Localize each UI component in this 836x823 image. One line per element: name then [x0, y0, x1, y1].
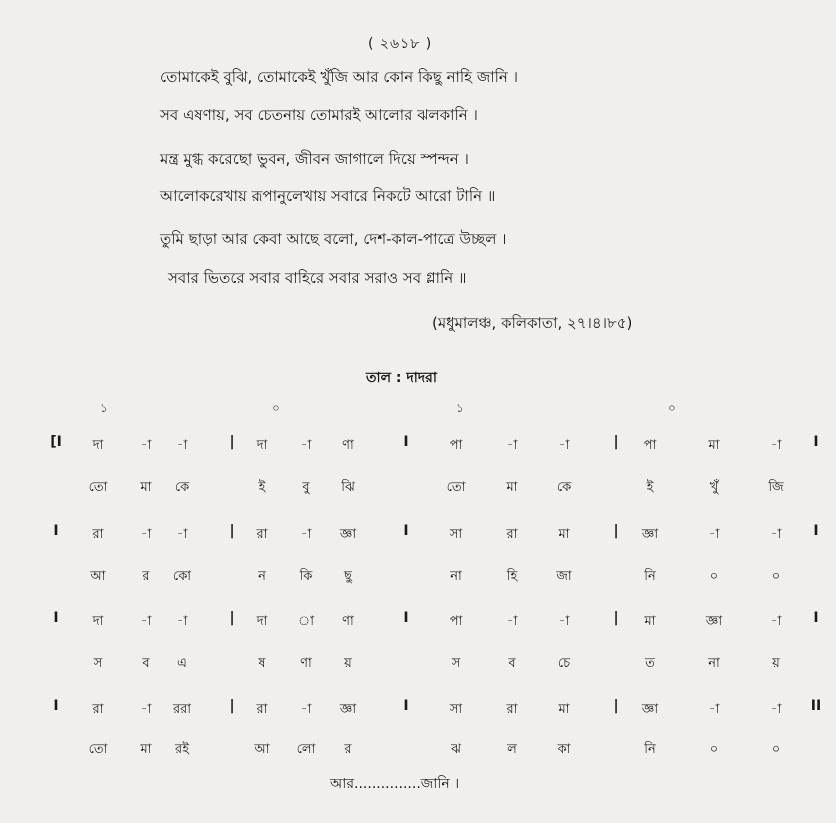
- syllable-cell: হি: [506, 569, 518, 584]
- syllable-cell: স: [451, 656, 461, 671]
- syllable-cell: ব: [508, 656, 516, 671]
- swara-cell: দা: [92, 614, 104, 629]
- swara-cell: -া: [176, 438, 188, 453]
- swara-cell: মা: [558, 702, 570, 717]
- swara-cell: রা: [506, 702, 518, 717]
- swara-cell: -া: [140, 614, 152, 629]
- syllable-cell: ০: [771, 742, 781, 757]
- syllable-cell: কে: [174, 480, 190, 495]
- swara-cell: পা: [643, 438, 657, 453]
- swara-cell: -া: [176, 527, 188, 542]
- syllable-cell: খুঁ: [709, 480, 719, 495]
- swara-cell: পা: [449, 438, 463, 453]
- bar-line: |: [229, 434, 235, 450]
- syllable-cell: বু: [302, 480, 310, 495]
- swara-cell: ররা: [172, 702, 192, 717]
- swara-cell: রা: [92, 702, 104, 717]
- beat-mark: ১: [100, 401, 108, 415]
- swara-cell: দা: [92, 438, 104, 453]
- syllable-cell: য়: [344, 656, 352, 671]
- syllable-cell: ঝ: [451, 742, 461, 757]
- taal-heading: তাল : দাদরা: [366, 370, 437, 386]
- swara-cell: -া: [140, 702, 152, 717]
- bar-line: II: [810, 698, 822, 714]
- lyric-line: সব এষণায়, সব চেতনায় তোমারই আলোর ঝলকানি ।: [160, 106, 478, 124]
- swara-cell: জ্ঞা: [339, 527, 357, 542]
- bar-line: I: [403, 434, 409, 450]
- swara-cell: -া: [708, 527, 720, 542]
- syllable-cell: নি: [644, 742, 656, 757]
- swara-cell: -া: [176, 614, 188, 629]
- swara-cell: মা: [558, 527, 570, 542]
- lyric-line: সবার ভিতরে সবার বাহিরে সবার সরাও সব গ্লানি ॥: [168, 269, 467, 287]
- swara-cell: মা: [644, 614, 656, 629]
- swara-cell: া: [298, 614, 314, 629]
- bar-line: |: [613, 434, 619, 450]
- swara-cell: সা: [449, 702, 463, 717]
- bar-line: I: [813, 610, 819, 626]
- beat-mark: ০: [668, 401, 676, 415]
- bar-line: I: [403, 610, 409, 626]
- swara-cell: -া: [140, 438, 152, 453]
- swara-cell: ণা: [342, 438, 354, 453]
- swara-cell: -া: [558, 438, 570, 453]
- syllable-cell: ০: [771, 569, 781, 584]
- syllable-cell: র: [344, 742, 352, 757]
- swara-cell: -া: [558, 614, 570, 629]
- syllable-cell: ই: [646, 480, 654, 495]
- syllable-cell: আ: [254, 742, 270, 757]
- swara-cell: -া: [300, 438, 312, 453]
- swara-cell: -া: [770, 527, 782, 542]
- syllable-cell: য়: [772, 656, 780, 671]
- syllable-cell: কি: [299, 569, 313, 584]
- swara-cell: -া: [770, 438, 782, 453]
- syllable-cell: ত: [645, 656, 655, 671]
- syllable-cell: তো: [88, 742, 108, 757]
- syllable-cell: জা: [556, 569, 572, 584]
- syllable-cell: কে: [556, 480, 572, 495]
- bar-line: |: [613, 610, 619, 626]
- bar-line: I: [813, 434, 819, 450]
- bar-line: |: [613, 523, 619, 539]
- syllable-cell: ০: [709, 569, 719, 584]
- swara-cell: -া: [506, 614, 518, 629]
- syllable-cell: ০: [709, 742, 719, 757]
- swara-cell: রা: [256, 527, 268, 542]
- lyric-line: তুমি ছাড়া আর কেবা আছে বলো, দেশ-কাল-পাত্রে উচ্ছল ।: [160, 230, 507, 248]
- syllable-cell: ছু: [344, 569, 352, 584]
- bar-line: |: [229, 698, 235, 714]
- syllable-cell: র: [142, 569, 150, 584]
- swara-cell: -া: [140, 527, 152, 542]
- swara-cell: জ্ঞা: [339, 702, 357, 717]
- syllable-cell: ব: [142, 656, 150, 671]
- syllable-cell: আ: [90, 569, 106, 584]
- syllable-cell: ষ: [258, 656, 266, 671]
- bar-line: |: [229, 610, 235, 626]
- bar-line: I: [403, 698, 409, 714]
- swara-cell: -া: [300, 702, 312, 717]
- syllable-cell: ণা: [300, 656, 312, 671]
- syllable-cell: ল: [507, 742, 517, 757]
- swara-cell: দা: [256, 438, 268, 453]
- credit-line: (মধুমালঞ্চ, কলিকাতা, ২৭।৪।৮৫): [432, 314, 633, 332]
- swara-cell: ণা: [342, 614, 354, 629]
- syllable-cell: জি: [768, 480, 784, 495]
- bar-line: I: [403, 523, 409, 539]
- syllable-cell: না: [708, 656, 720, 671]
- lyric-line: তোমাকেই বুঝি, তোমাকেই খুঁজি আর কোন কিছু নাহি জানি ।: [160, 68, 518, 86]
- syllable-cell: তো: [88, 480, 108, 495]
- syllable-cell: না: [450, 569, 462, 584]
- bar-line: [I: [50, 434, 62, 450]
- swara-cell: রা: [92, 527, 104, 542]
- swara-cell: মা: [708, 438, 720, 453]
- syllable-cell: কা: [557, 742, 571, 757]
- swara-cell: দা: [256, 614, 268, 629]
- syllable-cell: ই: [258, 480, 266, 495]
- bar-line: I: [53, 610, 59, 626]
- swara-cell: রা: [506, 527, 518, 542]
- bar-line: |: [613, 698, 619, 714]
- swara-cell: -া: [300, 527, 312, 542]
- swara-cell: জ্ঞা: [641, 702, 659, 717]
- swara-cell: -া: [506, 438, 518, 453]
- syllable-cell: ঝি: [341, 480, 355, 495]
- bar-line: I: [813, 523, 819, 539]
- bar-line: I: [53, 523, 59, 539]
- syllable-cell: মা: [506, 480, 518, 495]
- syllable-cell: চে: [557, 656, 571, 671]
- swara-cell: সা: [449, 527, 463, 542]
- song-number: ( ২৬১৮ ): [368, 36, 433, 52]
- syllable-cell: কো: [172, 569, 192, 584]
- swara-cell: জ্ঞা: [705, 614, 723, 629]
- syllable-cell: তো: [446, 480, 466, 495]
- beat-mark: ১: [456, 401, 464, 415]
- syllable-cell: মা: [140, 742, 152, 757]
- swara-cell: জ্ঞা: [641, 527, 659, 542]
- swara-cell: -া: [708, 702, 720, 717]
- syllable-cell: মা: [140, 480, 152, 495]
- footer-refrain: আর...............জানি ।: [330, 776, 460, 792]
- swara-cell: -া: [770, 614, 782, 629]
- syllable-cell: এ: [177, 656, 187, 671]
- syllable-cell: স: [93, 656, 103, 671]
- lyric-line: আলোকরেখায় রূপানুলেখায় সবারে নিকটে আরো টানি ॥: [160, 187, 496, 205]
- swara-cell: -া: [770, 702, 782, 717]
- bar-line: |: [229, 523, 235, 539]
- syllable-cell: লো: [296, 742, 316, 757]
- bar-line: I: [53, 698, 59, 714]
- lyric-line: মন্ত্র মুগ্ধ করেছো ভুবন, জীবন জাগালে দিয়ে স্পন্দন ।: [160, 150, 469, 168]
- syllable-cell: রই: [175, 742, 189, 757]
- beat-mark: ০: [272, 401, 280, 415]
- syllable-cell: ন: [258, 569, 266, 584]
- swara-cell: রা: [256, 702, 268, 717]
- swara-cell: পা: [449, 614, 463, 629]
- syllable-cell: নি: [644, 569, 656, 584]
